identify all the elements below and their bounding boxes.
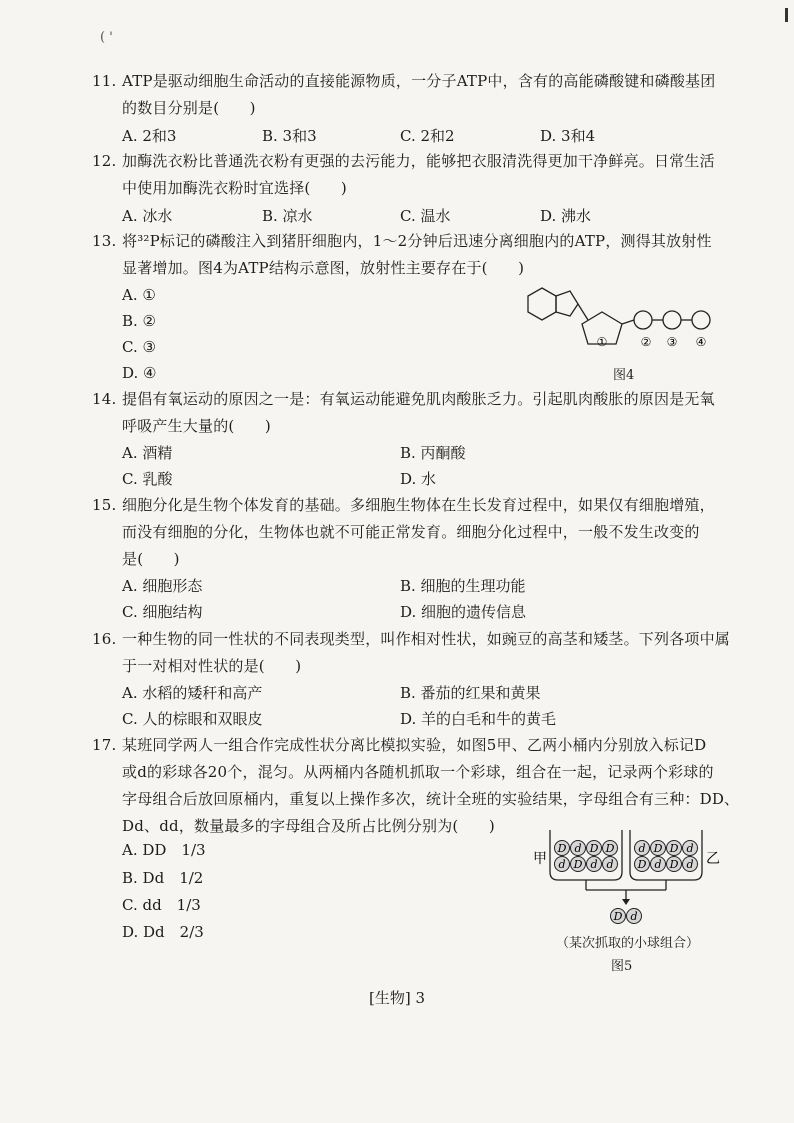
result-balls [611,909,642,924]
question-text: 加酶洗衣粉比普通洗衣粉有更强的去污能力，能够把衣服清洗得更加干净鲜亮。日常生活 [122,152,715,170]
option-b[interactable]: B. ② [122,312,157,330]
question-number: 15. [92,496,117,514]
question-14 [92,386,748,440]
bucket-jia-balls [555,841,618,872]
ball-label: d [638,842,646,855]
label-2: ② [640,335,652,349]
option-c[interactable]: C. 2和2 [400,127,455,145]
ball-label: D [613,910,623,923]
ball-label: d [654,858,662,871]
option-b[interactable]: B. 细胞的生理功能 [400,577,526,595]
option-b[interactable]: B. Dd 1/2 [122,869,204,887]
question-text: 而没有细胞的分化，生物体也就不可能正常发育。细胞分化过程中，一般不发生改变的 [122,523,700,541]
ball-label: D [669,858,679,871]
option-b[interactable]: B. 丙酮酸 [400,444,466,462]
question-16 [92,626,748,680]
ball-label: D [589,842,599,855]
adenine-five-ring [556,291,578,316]
question-text: 一种生物的同一性状的不同表现类型，叫作相对性状，如豌豆的高茎和矮茎。下列各项中属 [122,630,731,648]
ball-label: D [573,858,583,871]
ball-label: D [557,842,567,855]
question-17 [92,732,748,840]
question-13 [92,228,748,282]
ball-label: D [605,842,615,855]
question-12 [92,148,748,202]
ball-label: D [637,858,647,871]
figure-5-caption: 图5 [611,959,633,974]
option-a[interactable]: A. 水稻的矮秆和高产 [122,684,263,702]
question-text: 于一对相对性状的是( ) [122,657,302,675]
atp-structure-figure [522,282,722,354]
glycosidic-bond [578,304,588,320]
question-11 [92,68,748,122]
option-a[interactable]: A. 冰水 [122,207,173,225]
ball-label: d [590,858,598,871]
option-c[interactable]: C. 温水 [400,207,451,225]
question-number: 11. [92,72,117,90]
edge-mark [785,8,788,22]
question-text: 将³²P标记的磷酸注入到猪肝细胞内，1～2分钟后迅速分离细胞内的ATP，测得其放射性 [122,232,712,250]
question-text: 某班同学两人一组合作完成性状分离比模拟实验，如图5甲、乙两小桶内分别放入标记D [122,736,707,754]
option-d[interactable]: D. 3和4 [540,127,596,145]
option-c[interactable]: C. ③ [122,338,156,356]
question-number: 14. [92,390,117,408]
ball-label: d [558,858,566,871]
ball-label: D [669,842,679,855]
bucket-yi-balls [635,841,698,872]
question-number: 16. [92,630,117,648]
question-text: ATP是驱动细胞生命活动的直接能源物质，一分子ATP中，含有的高能磷酸键和磷酸基团 [122,72,716,90]
option-a[interactable]: A. 2和3 [122,127,177,145]
question-text: 的数目分别是( ) [122,99,256,117]
ball-label: d [606,858,614,871]
page-footer: [生物] 3 [368,989,426,1007]
ball-label: d [686,858,694,871]
label-4: ④ [695,335,707,349]
question-number: 13. [92,232,117,250]
label-1: ① [596,335,608,349]
option-c[interactable]: C. dd 1/3 [122,896,201,914]
question-text: 显著增加。图4为ATP结构示意图，放射性主要存在于( ) [122,259,525,277]
option-c[interactable]: C. 细胞结构 [122,603,203,621]
option-b[interactable]: B. 番茄的红果和黄果 [400,684,541,702]
option-c[interactable]: C. 乳酸 [122,470,173,488]
question-15 [92,492,748,573]
option-a[interactable]: A. ① [122,286,156,304]
bucket-jia-label: 甲 [533,851,547,867]
phosphate-group-1 [634,311,652,329]
question-text: 或d的彩球各20个，混匀。从两桶内各随机抓取一个彩球，组合在一起，记录两个彩球的 [122,763,714,781]
question-text: 呼吸产生大量的( ) [122,417,271,435]
corner-mark: ( ' [100,30,113,45]
question-number: 12. [92,152,117,170]
option-a[interactable]: A. 细胞形态 [122,577,203,595]
option-b[interactable]: B. 凉水 [262,207,313,225]
bucket-experiment-figure [528,828,724,932]
question-number: 17. [92,736,117,754]
phosphate-group-2 [663,311,681,329]
adenine-six-ring [528,288,556,320]
ball-label: d [686,842,694,855]
figure-5-subcaption: （某次抓取的小球组合） [556,936,700,951]
option-d[interactable]: D. 水 [400,470,437,488]
option-d[interactable]: D. 细胞的遗传信息 [400,603,527,621]
ball-label: d [630,910,638,923]
ball-label: D [653,842,663,855]
option-d[interactable]: D. 羊的白毛和牛的黄毛 [400,710,557,728]
option-d[interactable]: D. ④ [122,364,157,382]
question-text: 字母组合后放回原桶内，重复以上操作多次，统计全班的实验结果，字母组合有三种：DD、 [122,790,740,808]
label-3: ③ [666,335,678,349]
option-a[interactable]: A. DD 1/3 [122,841,206,859]
ball-label: d [574,842,582,855]
question-text: 是( ) [122,550,180,568]
arrow-head [622,899,630,905]
question-text: Dd、dd，数量最多的字母组合及所占比例分别为( ) [122,817,495,835]
option-c[interactable]: C. 人的棕眼和双眼皮 [122,710,263,728]
option-b[interactable]: B. 3和3 [262,127,317,145]
ribose-phosphate-bond [622,320,634,324]
question-text: 提倡有氧运动的原因之一是：有氧运动能避免肌肉酸胀乏力。引起肌肉酸胀的原因是无氧 [122,390,715,408]
phosphate-group-3 [692,311,710,329]
bucket-yi-label: 乙 [706,851,720,867]
option-d[interactable]: D. 沸水 [540,207,592,225]
option-a[interactable]: A. 酒精 [122,444,173,462]
figure-4-caption: 图4 [613,368,635,383]
option-d[interactable]: D. Dd 2/3 [122,923,204,941]
question-text: 细胞分化是生物个体发育的基础。多细胞生物体在生长发育过程中，如果仅有细胞增殖， [122,496,715,514]
question-text: 中使用加酶洗衣粉时宜选择( ) [122,179,347,197]
